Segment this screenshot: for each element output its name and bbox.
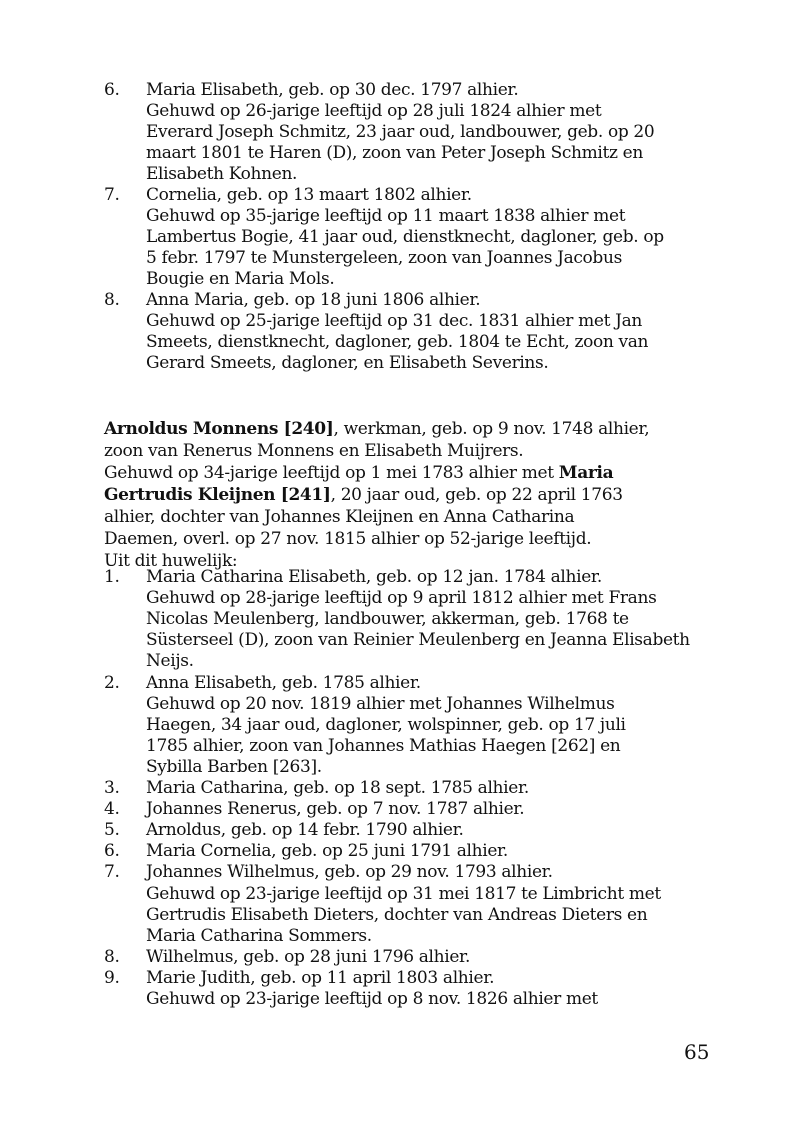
item-text: Lambertus Bogie, 41 jaar oud, dienstknecht, dagloner, geb. op	[146, 227, 664, 247]
item-text: Bougie en Maria Mols.	[146, 269, 335, 289]
item-text: Anna Elisabeth, geb. 1785 alhier.	[146, 672, 421, 693]
paragraph-line: alhier, dochter van Johannes Kleijnen en Anna Catharina	[104, 507, 575, 527]
item-text: 5 febr. 1797 te Munstergeleen, zoon van Joannes Jacobus	[146, 248, 622, 268]
paragraph-line: Gehuwd op 34-jarige leeftijd op 1 mei 1783 alhier met Maria	[104, 463, 614, 483]
item-text: Süsterseel (D), zoon van Reinier Meulenberg en Jeanna Elisabeth	[146, 630, 690, 651]
item-text: Maria Catharina Sommers.	[146, 925, 372, 946]
page-number: 65	[684, 1040, 710, 1064]
paragraph-line: Daemen, overl. op 27 nov. 1815 alhier op 52-jarige leeftijd.	[104, 529, 592, 549]
item-text: Gertrudis Elisabeth Dieters, dochter van Andreas Dieters en	[146, 904, 648, 925]
item-number: 8.	[104, 290, 120, 310]
item-text: maart 1801 te Haren (D), zoon van Peter Joseph Schmitz en	[146, 143, 643, 163]
item-text: Marie Judith, geb. op 11 april 1803 alhier.	[146, 967, 495, 988]
item-number: 9.	[104, 967, 120, 988]
item-number: 3.	[104, 778, 120, 798]
item-number: 6.	[104, 80, 120, 100]
item-text: Anna Maria, geb. op 18 juni 1806 alhier.	[146, 290, 481, 310]
item-text: Neijs.	[146, 651, 194, 672]
paragraph-line: Gertrudis Kleijnen [241], 20 jaar oud, geb. op 22 april 1763	[104, 485, 623, 505]
item-number: 4.	[104, 799, 120, 820]
item-text: Haegen, 34 jaar oud, dagloner, wolspinner, geb. op 17 juli	[146, 714, 626, 735]
item-text: Wilhelmus, geb. op 28 juni 1796 alhier.	[146, 946, 470, 967]
item-text: Gehuwd op 23-jarige leeftijd op 31 mei 1817 te Limbricht met	[146, 883, 661, 904]
item-number: 1.	[104, 567, 120, 587]
item-text: Gerard Smeets, dagloner, en Elisabeth Severins.	[146, 353, 549, 373]
item-text: Everard Joseph Schmitz, 23 jaar oud, landbouwer, geb. op 20	[146, 122, 655, 142]
item-number: 6.	[104, 841, 120, 862]
spouse-name: Gertrudis Kleijnen [241]	[104, 485, 331, 505]
item-text: Maria Elisabeth, geb. op 30 dec. 1797 alhier.	[146, 80, 519, 100]
paragraph-line: Arnoldus Monnens [240], werkman, geb. op 9 nov. 1748 alhier,	[104, 419, 650, 439]
spouse-name: Maria	[558, 463, 614, 483]
person-name: Arnoldus Monnens [240]	[104, 419, 334, 439]
item-number: 7.	[104, 862, 120, 883]
item-text: Johannes Renerus, geb. op 7 nov. 1787 alhier.	[146, 799, 525, 820]
item-text: Elisabeth Kohnen.	[146, 164, 298, 184]
item-text: Nicolas Meulenberg, landbouwer, akkerman, geb. 1768 te	[146, 609, 629, 630]
item-text: Maria Catharina, geb. op 18 sept. 1785 alhier.	[146, 778, 529, 798]
item-number: 5.	[104, 820, 120, 841]
item-text: Gehuwd op 26-jarige leeftijd op 28 juli 1824 alhier met	[146, 101, 602, 121]
item-text: Gehuwd op 25-jarige leeftijd op 31 dec. 1831 alhier met Jan	[146, 311, 642, 331]
item-number: 8.	[104, 946, 120, 967]
paragraph-line: Uit dit huwelijk:	[104, 551, 238, 571]
item-text: Gehuwd op 20 nov. 1819 alhier met Johannes Wilhelmus	[146, 693, 615, 714]
item-text: Gehuwd op 23-jarige leeftijd op 8 nov. 1826 alhier met	[146, 989, 598, 1009]
item-number: 7.	[104, 185, 120, 205]
item-text: Smeets, dienstknecht, dagloner, geb. 1804 te Echt, zoon van	[146, 332, 649, 352]
item-text: 1785 alhier, zoon van Johannes Mathias Haegen [262] en	[146, 735, 621, 756]
item-text: Gehuwd op 35-jarige leeftijd op 11 maart 1838 alhier met	[146, 206, 626, 226]
item-number: 2.	[104, 672, 120, 693]
item-text: Maria Catharina Elisabeth, geb. op 12 jan. 1784 alhier.	[146, 567, 602, 587]
item-text: Arnoldus, geb. op 14 febr. 1790 alhier.	[146, 820, 464, 841]
item-text: Cornelia, geb. op 13 maart 1802 alhier.	[146, 185, 472, 205]
item-text: Johannes Wilhelmus, geb. op 29 nov. 1793 alhier.	[146, 862, 553, 883]
item-text: Maria Cornelia, geb. op 25 juni 1791 alhier.	[146, 841, 508, 862]
paragraph-line: zoon van Renerus Monnens en Elisabeth Muijrers.	[104, 441, 524, 461]
item-text: Sybilla Barben [263].	[146, 756, 322, 777]
item-text: Gehuwd op 28-jarige leeftijd op 9 april 1812 alhier met Frans	[146, 588, 657, 609]
